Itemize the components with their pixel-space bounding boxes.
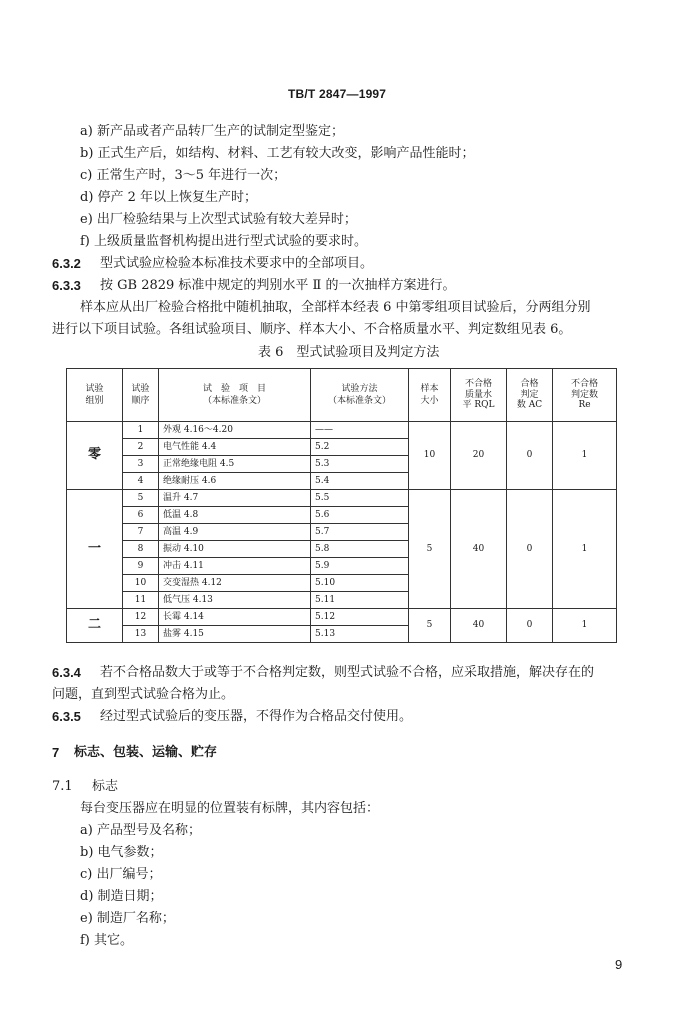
- order-cell: 7: [123, 524, 159, 541]
- order-cell: 8: [123, 541, 159, 558]
- size-cell: 5: [409, 609, 451, 643]
- order-cell: 12: [123, 609, 159, 626]
- paragraph-line: 样本应从出厂检验合格批中随机抽取，全部样本经表 6 中第零组项目试验后，分两组分别: [80, 300, 591, 315]
- item-cell: 电气性能 4.4: [159, 439, 311, 456]
- list-item: c) 出厂编号；: [80, 867, 162, 882]
- order-cell: 10: [123, 575, 159, 592]
- section-title: 标志、包装、运输、贮存: [74, 745, 218, 760]
- list-item: f) 上级质量监督机构提出进行型式试验的要求时。: [80, 234, 368, 249]
- clause-text: 按 GB 2829 标准中规定的判别水平 Ⅱ 的一次抽样方案进行。: [100, 278, 456, 293]
- clause-title: 标志: [92, 779, 119, 794]
- table-row: [67, 609, 617, 626]
- order-cell: 3: [123, 456, 159, 473]
- clause-number: 7.1: [52, 779, 73, 794]
- item-cell: 振动 4.10: [159, 541, 311, 558]
- header-size: 样本 大小: [409, 369, 451, 422]
- clause-text: 问题，直到型式试验合格为止。: [52, 687, 235, 702]
- method-cell: 5.10: [311, 575, 409, 592]
- order-cell: 13: [123, 626, 159, 643]
- item-cell: 低温 4.8: [159, 507, 311, 524]
- method-cell: 5.12: [311, 609, 409, 626]
- rql-cell: 20: [451, 422, 507, 490]
- clause-number: 6.3.5: [52, 709, 81, 724]
- size-cell: 10: [409, 422, 451, 490]
- order-cell: 5: [123, 490, 159, 507]
- re-cell: 1: [553, 609, 617, 643]
- clause-number: 6.3.2: [52, 256, 81, 271]
- list-item: e) 制造厂名称；: [80, 911, 175, 926]
- list-item: a) 产品型号及名称；: [80, 823, 201, 838]
- header-rql: 不合格 质量水 平 RQL: [451, 369, 507, 422]
- method-cell: 5.5: [311, 490, 409, 507]
- clause-text: 若不合格品数大于或等于不合格判定数，则型式试验不合格，应采取措施，解决存在的: [100, 665, 595, 680]
- list-item: d) 制造日期；: [80, 889, 163, 904]
- order-cell: 11: [123, 592, 159, 609]
- table-header-row: [67, 369, 617, 422]
- order-cell: 1: [123, 422, 159, 439]
- list-item: b) 正式生产后，如结构、材料、工艺有较大改变，影响产品性能时；: [80, 146, 475, 161]
- page-number: 9: [615, 957, 623, 972]
- header-item: 试 验 项 目 （本标准条文）: [159, 369, 311, 422]
- method-cell: 5.13: [311, 626, 409, 643]
- ac-cell: 0: [507, 490, 553, 609]
- header-order: 试验 顺序: [123, 369, 159, 422]
- item-cell: 长霉 4.14: [159, 609, 311, 626]
- ac-cell: 0: [507, 422, 553, 490]
- group-name: 一: [67, 490, 123, 609]
- item-cell: 盐雾 4.15: [159, 626, 311, 643]
- clause-number: 6.3.3: [52, 278, 81, 293]
- method-cell: 5.9: [311, 558, 409, 575]
- order-cell: 9: [123, 558, 159, 575]
- header-group: 试验 组别: [67, 369, 123, 422]
- item-cell: 冲击 4.11: [159, 558, 311, 575]
- method-cell: 5.6: [311, 507, 409, 524]
- item-cell: 低气压 4.13: [159, 592, 311, 609]
- method-cell: 5.4: [311, 473, 409, 490]
- list-item: b) 电气参数；: [80, 845, 163, 860]
- method-cell: 5.2: [311, 439, 409, 456]
- list-item: f) 其它。: [80, 933, 134, 948]
- method-cell: 5.8: [311, 541, 409, 558]
- order-cell: 4: [123, 473, 159, 490]
- ac-cell: 0: [507, 609, 553, 643]
- item-cell: 高温 4.9: [159, 524, 311, 541]
- table-row: [67, 422, 617, 439]
- size-cell: 5: [409, 490, 451, 609]
- clause-text: 型式试验应检验本标准技术要求中的全部项目。: [100, 256, 374, 271]
- item-cell: 绝缘耐压 4.6: [159, 473, 311, 490]
- re-cell: 1: [553, 422, 617, 490]
- rql-cell: 40: [451, 490, 507, 609]
- item-cell: 交变湿热 4.12: [159, 575, 311, 592]
- re-cell: 1: [553, 490, 617, 609]
- clause-number: 6.3.4: [52, 665, 81, 680]
- method-cell: 5.7: [311, 524, 409, 541]
- paragraph-line: 每台变压器应在明显的位置装有标牌，其内容包括：: [80, 801, 380, 816]
- section-number: 7: [52, 745, 60, 760]
- table-caption: 表 6 型式试验项目及判定方法: [258, 345, 440, 360]
- method-cell: ——: [311, 422, 409, 439]
- header-method: 试验方法 （本标准条文）: [311, 369, 409, 422]
- method-cell: 5.3: [311, 456, 409, 473]
- item-cell: 温升 4.7: [159, 490, 311, 507]
- header-ac: 合格 判定 数 AC: [507, 369, 553, 422]
- group-name: 零: [67, 422, 123, 490]
- method-cell: 5.11: [311, 592, 409, 609]
- item-cell: 外观 4.16～4.20: [159, 422, 311, 439]
- order-cell: 2: [123, 439, 159, 456]
- group-name: 二: [67, 609, 123, 643]
- list-item: a) 新产品或者产品转厂生产的试制定型鉴定；: [80, 124, 344, 139]
- test-table: [66, 368, 617, 643]
- table-row: [67, 490, 617, 507]
- page-header: TB/T 2847—1997: [288, 87, 387, 101]
- order-cell: 6: [123, 507, 159, 524]
- clause-text: 经过型式试验后的变压器，不得作为合格品交付使用。: [100, 709, 413, 724]
- list-item: d) 停产 2 年以上恢复生产时；: [80, 190, 258, 205]
- header-re: 不合格 判定数 Re: [553, 369, 617, 422]
- item-cell: 正常绝缘电阻 4.5: [159, 456, 311, 473]
- list-item: e) 出厂检验结果与上次型式试验有较大差异时；: [80, 212, 357, 227]
- paragraph-line: 进行以下项目试验。各组试验项目、顺序、样本大小、不合格质量水平、判定数组见表 6。: [52, 322, 572, 337]
- rql-cell: 40: [451, 609, 507, 643]
- list-item: c) 正常生产时，3～5 年进行一次；: [80, 168, 287, 183]
